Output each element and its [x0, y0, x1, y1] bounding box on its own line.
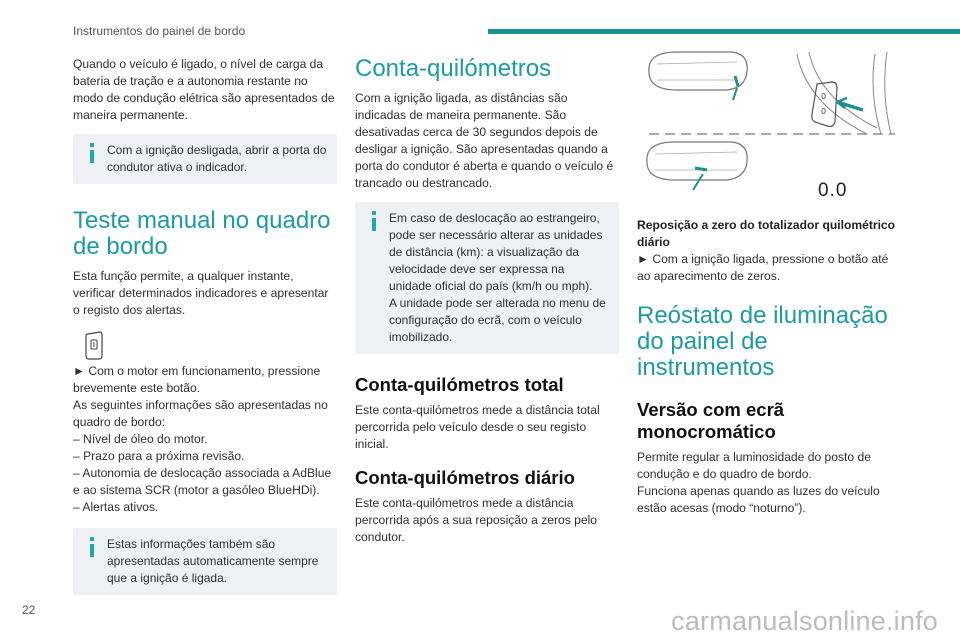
- list-item: – Prazo para a próxima revisão.: [73, 449, 245, 463]
- button-icon: [83, 331, 105, 361]
- list-item: – Nível de óleo do motor.: [73, 432, 208, 446]
- subsection-heading: Versão com ecrã monocromático: [637, 399, 785, 442]
- section-heading: Teste manual no quadro de bordo: [73, 207, 331, 260]
- info-note-text: Em caso de deslocação ao estrangeiro, pode ser necessário alterar as unidades de distância (km): a visualização da velocidade deve ser expressa na unidade oficial do país (km/h ou mph).: [389, 211, 603, 293]
- paragraph: Este conta-quilómetros mede a distância percorrida após a sua reposição a zeros pelo condutor.: [355, 496, 598, 544]
- subsection-heading: Conta-quilómetros diário: [355, 467, 575, 488]
- page-number: 22: [22, 603, 36, 617]
- info-note-text: Com a ignição desligada, abrir a porta do condutor ativa o indicador.: [107, 143, 327, 174]
- trip-reset-illustration: [637, 44, 901, 210]
- paragraph: Este conta-quilómetros mede a distância total percorrida pelo veículo desde o seu registo inicial.: [355, 403, 600, 451]
- header-accent-bar: [488, 29, 960, 34]
- info-note-text: A unidade pode ser alterada no menu de configuração do ecrã, com o veículo imobilizado.: [389, 296, 606, 344]
- paragraph: Com a ignição ligada, as distâncias são indicadas de maneira permanente. São desativadas cerca de 30 segundos depois de desligar a ignição. São apresentadas quando a porta do condutor é aberta e quando o veículo é trancado ou destrancado.: [355, 91, 614, 190]
- paragraph: Permite regular a luminosidade do posto de condução e do quadro de bordo.: [637, 450, 871, 481]
- paragraph: Funciona apenas quando as luzes do veículo estão acesas (modo “noturno”).: [637, 484, 880, 515]
- info-icon: [367, 211, 381, 231]
- paragraph: ► Com a ignição ligada, pressione o botão até ao aparecimento de zeros.: [637, 252, 889, 283]
- figure-caption: Reposição a zero do totalizador quilométrico diário: [637, 218, 896, 249]
- info-note: [73, 134, 337, 184]
- instruction-line: As seguintes informações são apresentadas no quadro de bordo:: [73, 398, 328, 429]
- column-2: [355, 56, 619, 546]
- column-3: [637, 217, 901, 517]
- section-heading: Conta-quilómetros: [355, 55, 552, 82]
- paragraph: Esta função permite, a qualquer instante, verificar determinados indicadores e apresentar o registo dos alertas.: [73, 269, 329, 317]
- running-header: Instrumentos do painel de bordo: [73, 24, 246, 38]
- list-item: – Autonomia de deslocação associada a AdBlue e ao sistema SCR (motor a gasóleo BlueHDi).: [73, 466, 332, 497]
- svg-text:0: 0: [821, 92, 827, 101]
- svg-text:0: 0: [821, 107, 827, 116]
- intro-paragraph: Quando o veículo é ligado, o nível de carga da bateria de tração e a autonomia restante no modo de condução elétrica são apresentados de maneira permanente.: [73, 57, 335, 122]
- list-item: – Alertas ativos.: [73, 500, 159, 514]
- subsection-heading: Conta-quilómetros total: [355, 374, 564, 395]
- column-1: [73, 56, 337, 595]
- info-note: [73, 528, 337, 595]
- info-note-text: Estas informações também são apresentadas automaticamente sempre que a ignição é ligada.: [107, 537, 319, 585]
- instruction-line: ► Com o motor em funcionamento, pressione brevemente este botão.: [73, 364, 321, 395]
- info-icon: [85, 537, 99, 557]
- section-heading: Reóstato de iluminação do painel de instrumentos: [637, 302, 888, 381]
- info-icon: [85, 143, 99, 163]
- info-note: [355, 202, 619, 354]
- odometer-readout: 0.0: [818, 180, 848, 201]
- instruction-block: [73, 363, 337, 516]
- watermark: carmanualsonline.info: [671, 606, 938, 636]
